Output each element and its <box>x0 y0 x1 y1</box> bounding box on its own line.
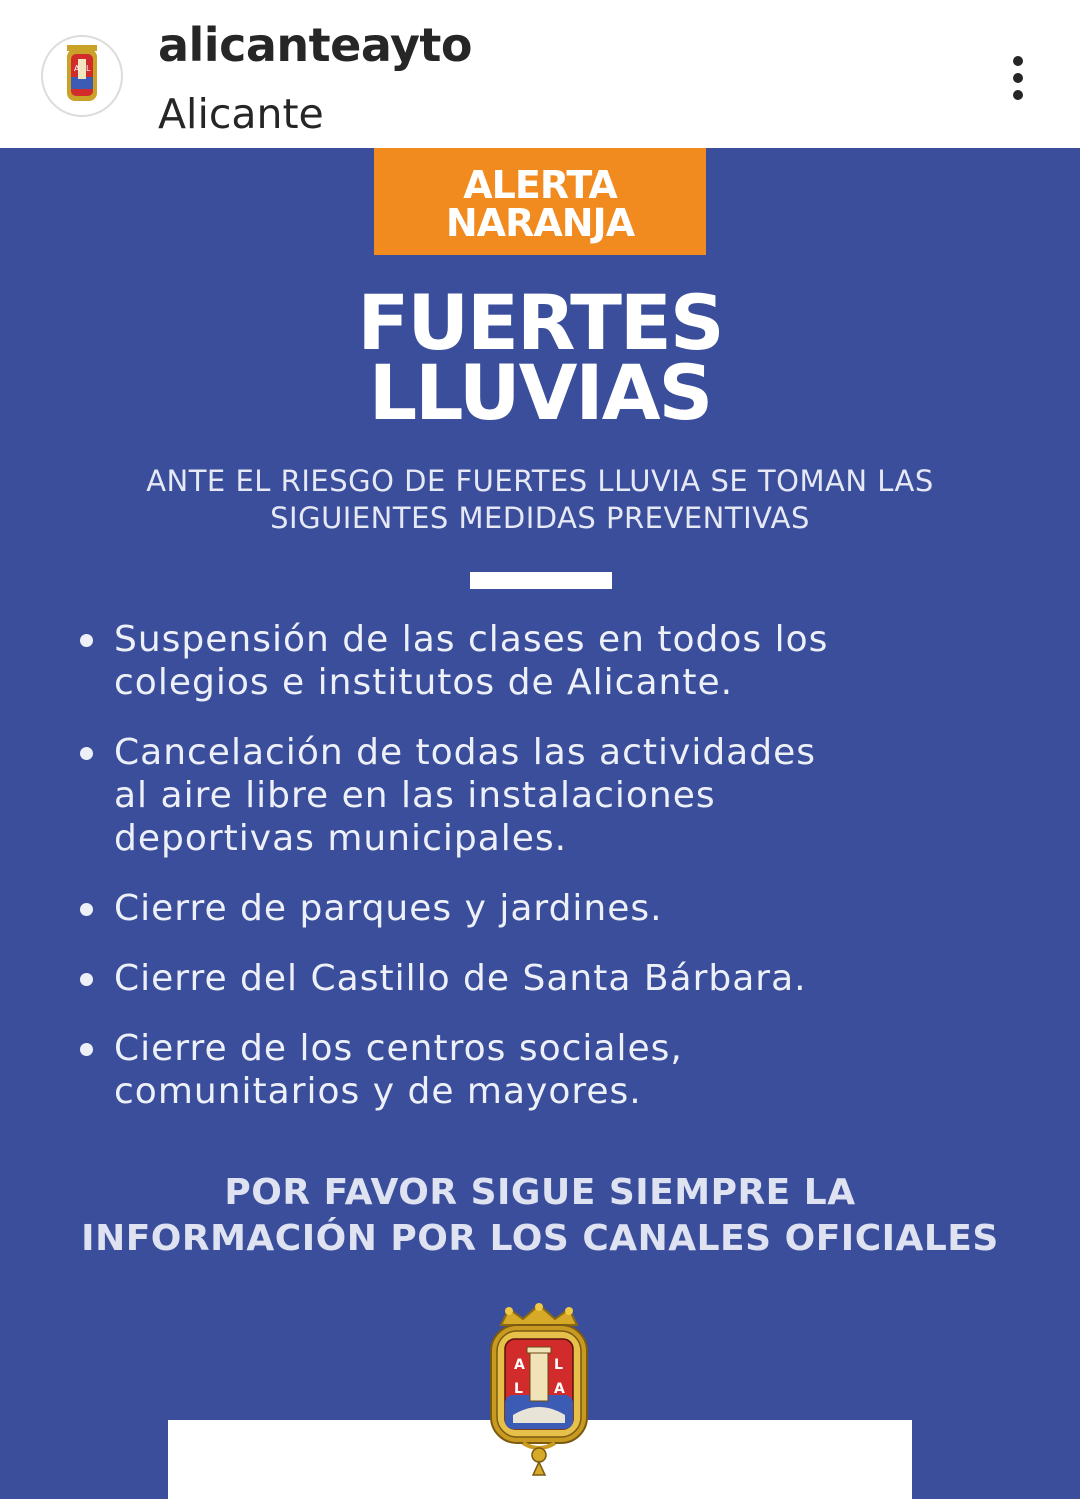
cta-line-1: POR FAVOR SIGUE SIEMPRE LA <box>224 1172 856 1213</box>
svg-text:A: A <box>74 64 80 73</box>
alicante-coat-of-arms-icon <box>43 37 121 115</box>
bullet-icon <box>80 973 93 986</box>
profile-avatar[interactable] <box>41 35 123 117</box>
headline-line-1: FUERTES <box>357 278 723 367</box>
cta-line-2: INFORMACIÓN POR LOS CANALES OFICIALES <box>81 1218 999 1259</box>
intro-text <box>60 463 1020 537</box>
post-image[interactable] <box>0 148 1080 1499</box>
list-item: Cancelación de todas las actividades al aire libre en las instalaciones deportivas municipales. <box>78 731 978 860</box>
bullet-icon <box>80 634 93 647</box>
alert-label-line-2: NARANJA <box>445 201 635 245</box>
location-tag[interactable]: Alicante <box>158 90 324 138</box>
list-item: Cierre de parques y jardines. <box>78 887 978 930</box>
svg-text:L: L <box>514 1381 523 1397</box>
more-vertical-icon <box>1013 56 1023 66</box>
post-header <box>0 0 1080 148</box>
svg-text:A: A <box>514 1357 525 1373</box>
preventive-measures-list <box>78 618 978 1140</box>
list-item: Suspensión de las clases en todos los colegios e institutos de Alicante. <box>78 618 978 704</box>
list-item: Cierre del Castillo de Santa Bárbara. <box>78 957 978 1000</box>
bullet-icon <box>80 1043 93 1056</box>
alert-level-badge <box>374 148 706 255</box>
alert-label-line-1: ALERTA <box>463 163 617 207</box>
bullet-icon <box>80 747 93 760</box>
svg-text:L: L <box>554 1357 563 1373</box>
svg-text:L: L <box>86 64 91 73</box>
username[interactable]: alicanteayto <box>158 18 473 72</box>
intro-line-1: ANTE EL RIESGO DE FUERTES LLUVIA SE TOMAN LAS <box>146 464 934 498</box>
divider <box>470 572 612 589</box>
intro-line-2: SIGUIENTES MEDIDAS PREVENTIVAS <box>270 501 810 535</box>
more-options-button[interactable] <box>998 50 1040 106</box>
headline <box>0 278 1080 437</box>
call-to-action <box>20 1170 1060 1262</box>
headline-line-2: LLUVIAS <box>368 348 712 437</box>
svg-text:A: A <box>554 1381 565 1397</box>
list-item: Cierre de los centros sociales, comunitarios y de mayores. <box>78 1027 978 1113</box>
alicante-coat-of-arms-icon <box>483 1303 595 1478</box>
bullet-icon <box>80 903 93 916</box>
